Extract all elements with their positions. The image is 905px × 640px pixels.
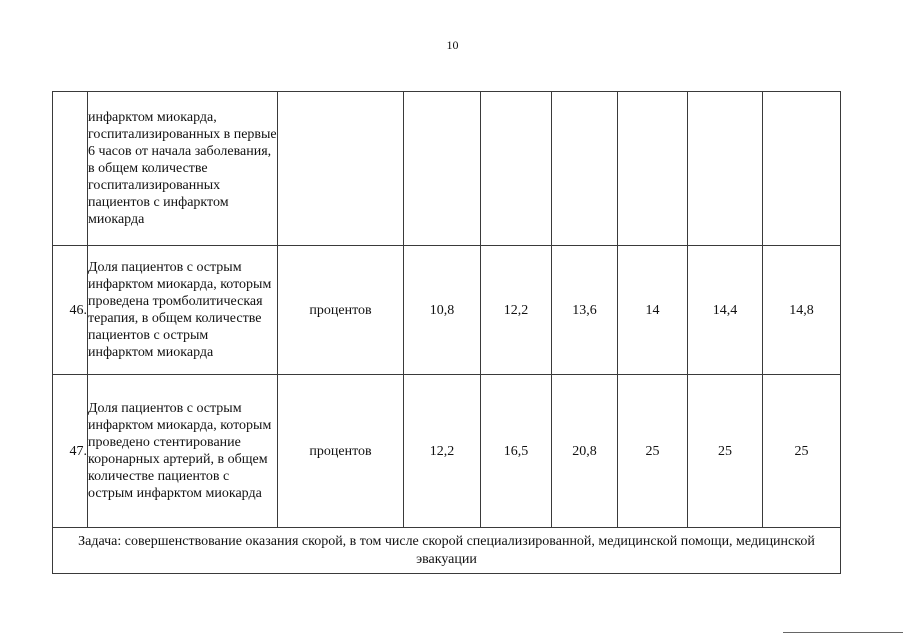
value-cell: 25 [688, 375, 763, 528]
value-cell: 14,8 [763, 246, 841, 375]
scan-mark [783, 632, 903, 633]
table-row [53, 375, 841, 528]
row-number: 47. [53, 375, 88, 528]
indicator-name: Доля пациентов с острым инфарктом миокарда, которым проведено стентирование коронарных артерий, в общем количестве пациентов с острым инфарктом миокарда [88, 375, 278, 528]
value-cell: 14 [618, 246, 688, 375]
unit-cell: процентов [278, 246, 404, 375]
value-cell [688, 92, 763, 246]
value-cell [763, 92, 841, 246]
row-number [53, 92, 88, 246]
unit-cell [278, 92, 404, 246]
indicator-name: Доля пациентов с острым инфарктом миокарда, которым проведена тромболитическая терапия, в общем количестве пациентов с острым инфарктом миокарда [88, 246, 278, 375]
value-cell: 12,2 [481, 246, 552, 375]
value-cell: 14,4 [688, 246, 763, 375]
indicator-table [52, 91, 841, 574]
value-cell [481, 92, 552, 246]
value-cell [552, 92, 618, 246]
unit-cell: процентов [278, 375, 404, 528]
indicator-name: инфарктом миокарда, госпитализированных в первые 6 часов от начала заболевания, в общем количестве госпитализированных пациентов с инфарктом миокарда [88, 92, 278, 246]
value-cell: 16,5 [481, 375, 552, 528]
table-row [53, 246, 841, 375]
task-row [53, 528, 841, 574]
value-cell: 13,6 [552, 246, 618, 375]
table-row [53, 92, 841, 246]
value-cell [618, 92, 688, 246]
value-cell: 25 [763, 375, 841, 528]
value-cell: 20,8 [552, 375, 618, 528]
value-cell: 12,2 [404, 375, 481, 528]
value-cell [404, 92, 481, 246]
page-number: 10 [446, 38, 459, 52]
value-cell: 10,8 [404, 246, 481, 375]
task-heading: Задача: совершенствование оказания скорой, в том числе скорой специализированной, медицинской помощи, медицинской эвакуации [53, 528, 841, 574]
row-number: 46. [53, 246, 88, 375]
value-cell: 25 [618, 375, 688, 528]
